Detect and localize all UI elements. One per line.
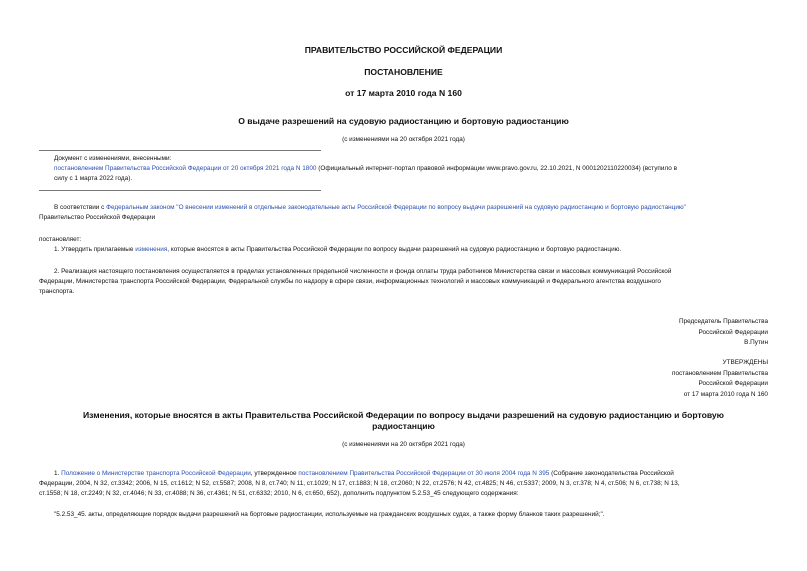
change-item-1-line2: Федерации, 2004, N 32, ст.3342; 2006, N 15, ст.1612; N 52, ст.5587; 2008, N 8, ст.740; N 11, ст.1029; N 17, ст.1883; N 18, ст.2060; N 22, ст.2576; N 42, ст.4825; N 46, ст.5337; 2009, N 3, ст.378; N 4, ст.506; N 6, ст.738; N 13, (39, 480, 680, 487)
decree-item-2-line1: 2. Реализация настоящего постановления осуществляется в пределах установленных предельной численности и фонда оплаты труда работников Министерства связи и массовых коммуникаций Российской (54, 268, 672, 275)
approved-block (672, 358, 768, 400)
changes-title-line1: Изменения, которые вносятся в акты Правительства Российской Федерации по вопросу выдачи разрешений на судовую радиостанцию и бортовую (82, 410, 725, 420)
approved-org: Российской Федерации (698, 380, 768, 387)
transport-ministry-regulation-link[interactable]: Положение о Министерстве транспорта Российской Федерации (61, 470, 251, 477)
changes-title-line2: радиостанцию (372, 421, 435, 431)
approved-by: постановлением Правительства (672, 369, 768, 377)
doc-type-heading: ПОСТАНОВЛЕНИЕ (364, 67, 443, 77)
approved-label: УТВЕРЖДЕНЫ (722, 359, 768, 366)
preamble-line2: Правительство Российской Федерации (39, 214, 156, 221)
decree-395-link[interactable]: постановлением Правительства Российской Федерации от 30 июля 2004 года N 395 (298, 470, 550, 477)
signature-block (679, 317, 768, 349)
changes-box-intro: Документ с изменениями, внесенными: (54, 155, 172, 162)
signature-position: Председатель Правительства (679, 318, 768, 325)
postanovlyaet: постановляет: (39, 236, 82, 243)
changes-box-rest: (Официальный интернет-портал правовой информации www.pravo.gov.ru, 22.10.2021, N 0001202110220034) (вступило в (316, 165, 677, 172)
decree-item-1: 1. Утвердить прилагаемые изменения, которые вносятся в акты Правительства Российской Федерации по вопросу выдачи разрешений на судовую радиостанцию и бортовую радиостанцию. (54, 246, 622, 253)
changes-box-line (54, 164, 677, 174)
changes-box-bottom-rule (39, 190, 321, 191)
changes-link[interactable]: изменения (135, 246, 168, 253)
approved-date: от 17 марта 2010 года N 160 (683, 390, 768, 398)
change-quote: "5.2.53_45. акты, определяющие порядок выдачи разрешений на бортовые радиостанции, используемые на гражданских воздушных судах, а также форму бланков таких разрешений;". (54, 511, 605, 518)
change-item-1-line1: 1. Положение о Министерстве транспорта Российской Федерации, утвержденное постановлением Правительства Российской Федерации от 30 июля 2004 года N 395 (Собрание законодательства Российской (54, 470, 674, 477)
signature-name: В.Путин (744, 339, 768, 346)
decree-item-2-line3: транспорта. (39, 288, 75, 295)
change-item-1-line3: ст.1558; N 18, ст.2249; N 32, ст.4046; N 33, ст.4088; N 36, ст.4361; N 51, ст.6332; 2010, N 6, ст.650, 652), дополнить подпунктом 5.2.53_45 следующего содержания: (39, 490, 519, 497)
preamble-line1: В соответствии с Федеральным законом "О внесении изменений в отдельные законодательные акты Российской Федерации по вопросу выдачи разрешений на судовую радиостанцию и бортовую радиостанцию" (54, 204, 686, 211)
changes-box-top-rule (39, 150, 321, 151)
government-heading: ПРАВИТЕЛЬСТВО РОССИЙСКОЙ ФЕДЕРАЦИИ (304, 45, 503, 55)
doc-date-heading: от 17 марта 2010 года N 160 (345, 88, 462, 98)
amending-decree-link[interactable]: постановлением Правительства Российской Федерации от 20 октября 2021 года N 1800 (54, 165, 317, 172)
changes-box-line2: силу с 1 марта 2022 года). (54, 175, 133, 182)
signature-org: Российской Федерации (698, 328, 768, 336)
federal-law-link[interactable]: Федеральным законом "О внесении изменений в отдельные законодательные акты Российской Федерации по вопросу выдачи разрешений на судовую радиостанцию и бортовую радиостанцию" (106, 204, 686, 211)
changes-section-note: (с изменениями на 20 октября 2021 года) (342, 441, 465, 448)
decree-item-2-line2: Федерации, Министерства транспорта Российской Федерации, Федеральной службы по надзору в сфере связи, информационных технологий и массовых коммуникаций и Федерального агентства воздушного (39, 278, 661, 285)
changes-note: (с изменениями на 20 октября 2021 года) (342, 136, 465, 143)
doc-title: О выдаче разрешений на судовую радиостанцию и бортовую радиостанцию (238, 116, 569, 126)
